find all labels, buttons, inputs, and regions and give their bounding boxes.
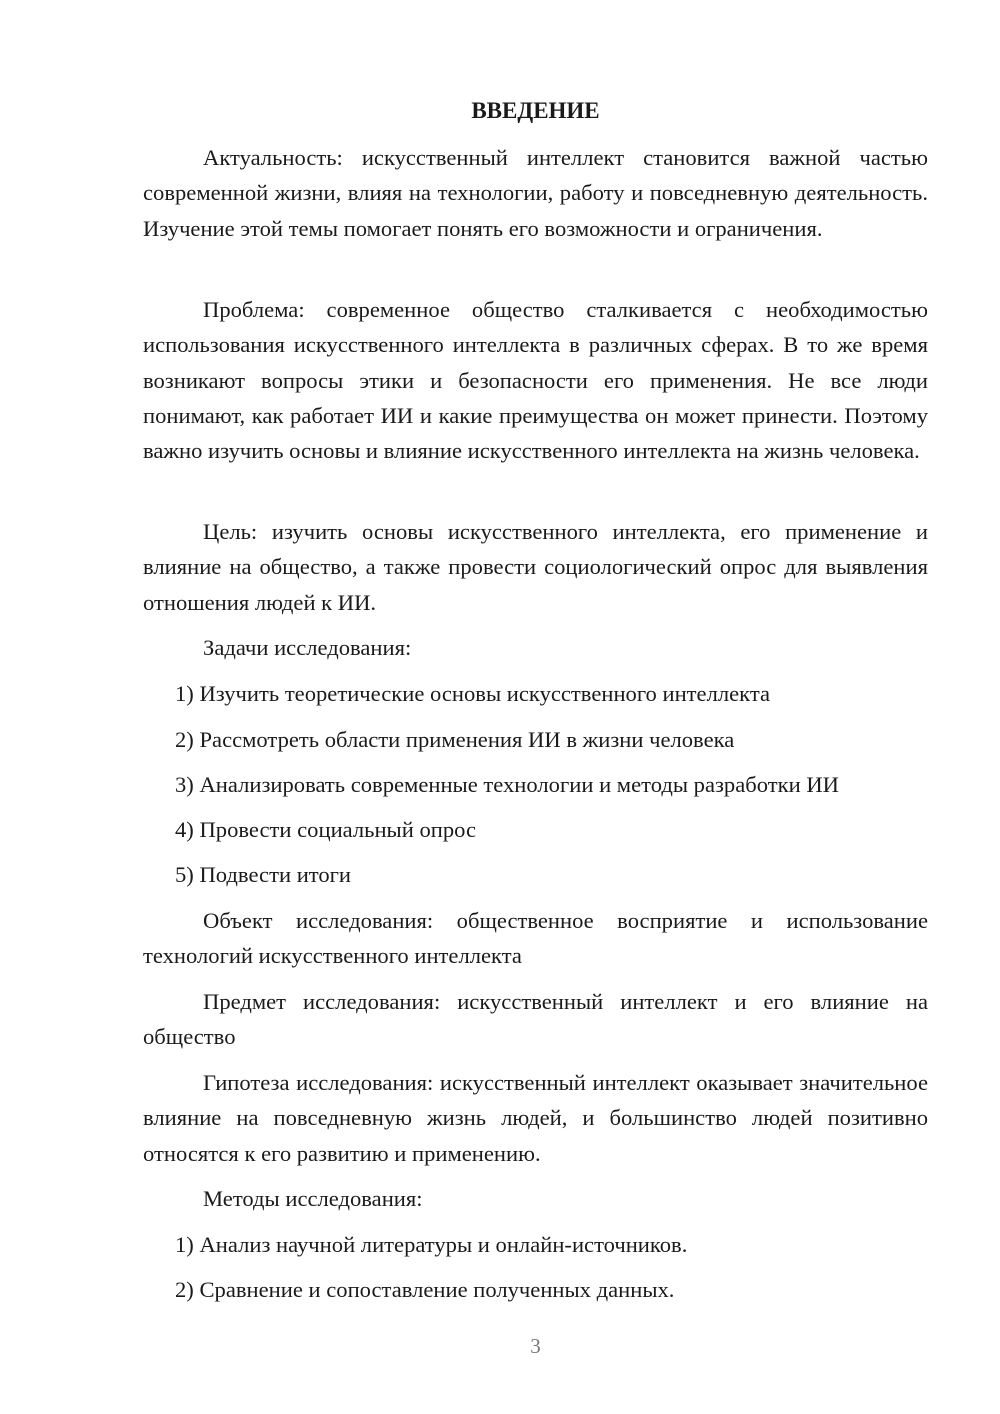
paragraph-problem: Проблема: современное общество сталкивается с необходимостью использования искусственного интеллекта в различных сферах. В то же время возникают вопросы этики и безопасности его применения. Не все люди понимают, как работает ИИ и какие преимущества он может принести. Поэтому важно изучить основы и влияние искусственного интеллекта на жизнь человека. [143,297,928,464]
paragraph-hypothesis: Гипотеза исследования: искусственный интеллект оказывает значительное влияние на повседневную жизнь людей, и большинство людей позитивно относятся к его развитию и применению. [143,1070,928,1166]
paragraph-subject: Предмет исследования: искусственный интеллект и его влияние на общество [143,989,928,1050]
task-list-item: 1) Изучить теоретические основы искусственного интеллекта [175,681,771,706]
document-page [143,0,928,1414]
method-list-item: 2) Сравнение и сопоставление полученных данных. [175,1277,675,1302]
task-list-item: 3) Анализировать современные технологии и методы разработки ИИ [175,772,839,797]
paragraph-relevance: Актуальность: искусственный интеллект становится важной частью современной жизни, влияя на технологии, работу и повседневную деятельность. Изучение этой темы помогает понять его возможности и ограничения. [143,145,928,241]
methods-heading: Методы исследования: [203,1186,423,1211]
task-list-item: 2) Рассмотреть области применения ИИ в жизни человека [175,727,735,752]
page-title: ВВЕДЕНИЕ [471,98,600,123]
tasks-heading: Задачи исследования: [203,635,412,660]
method-list-item: 1) Анализ научной литературы и онлайн-источников. [175,1232,688,1257]
paragraph-goal: Цель: изучить основы искусственного интеллекта, его применение и влияние на общество, а также провести социологический опрос для выявления отношения людей к ИИ. [143,519,928,615]
task-list-item: 5) Подвести итоги [175,862,352,887]
paragraph-object: Объект исследования: общественное восприятие и использование технологий искусственного интеллекта [143,908,928,969]
page-number: 3 [530,1334,541,1358]
task-list-item: 4) Провести социальный опрос [175,817,477,842]
